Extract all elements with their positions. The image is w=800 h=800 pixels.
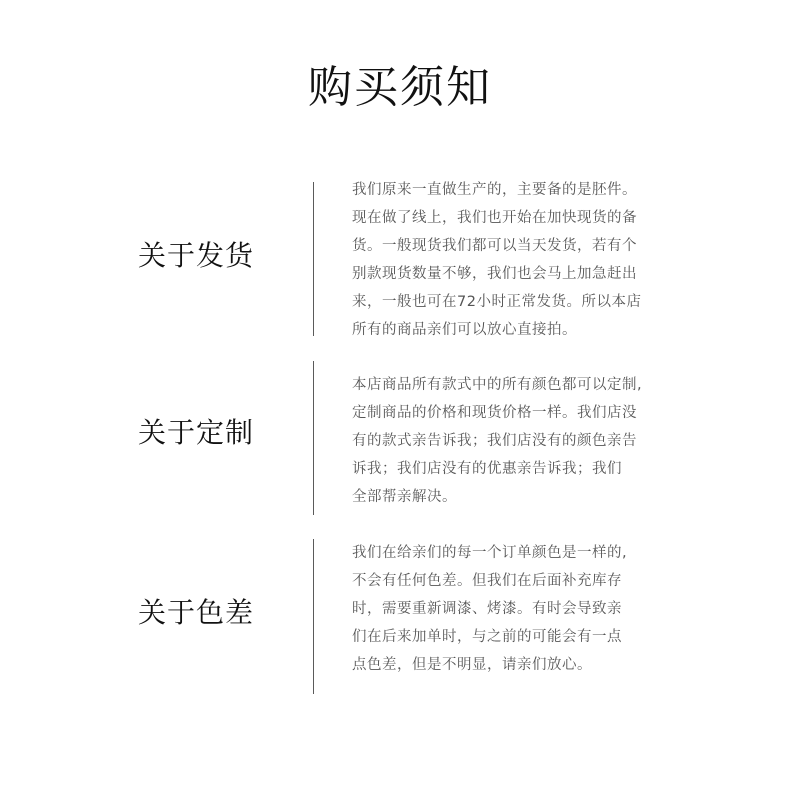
section-body <box>352 371 672 511</box>
section-text-line: 点色差，但是不明显，请亲们放心。 <box>352 657 592 673</box>
section-divider <box>313 182 314 336</box>
section-body <box>352 539 672 679</box>
section-heading: 关于定制 <box>138 416 255 449</box>
section-text-line: 别款现货数量不够，我们也会马上加急赶出 <box>352 266 637 282</box>
section-text-line: 货。一般现货我们都可以当天发货，若有个 <box>352 238 637 254</box>
section-heading: 关于发货 <box>138 239 255 272</box>
section-heading: 关于色差 <box>138 596 255 629</box>
section-text-line: 有的款式亲告诉我；我们店没有的颜色亲告 <box>352 433 637 449</box>
section-body <box>352 176 672 344</box>
section-text-line: 全部帮亲解决。 <box>352 489 457 505</box>
section-text-line: 所有的商品亲们可以放心直接拍。 <box>352 322 577 338</box>
section-text-line: 我们在给亲们的每一个订单颜色是一样的, <box>352 545 628 561</box>
section-text-line: 我们原来一直做生产的，主要备的是胚件。 <box>352 182 637 198</box>
page-title: 购买须知 <box>308 62 492 113</box>
section-divider <box>313 539 314 694</box>
section-text-line: 时，需要重新调漆、烤漆。有时会导致亲 <box>352 601 622 617</box>
section-text-line: 不会有任何色差。但我们在后面补充库存 <box>352 573 622 589</box>
section-text-line: 们在后来加单时，与之前的可能会有一点 <box>352 629 622 645</box>
section-text-line: 本店商品所有款式中的所有颜色都可以定制, <box>352 377 643 393</box>
section-text-line: 现在做了线上，我们也开始在加快现货的备 <box>352 210 637 226</box>
section-text-line: 诉我；我们店没有的优惠亲告诉我；我们 <box>352 461 622 477</box>
section-divider <box>313 361 314 515</box>
section-text-line: 定制商品的价格和现货价格一样。我们店没 <box>352 405 637 421</box>
section-text-line: 来，一般也可在72小时正常发货。所以本店 <box>352 294 642 310</box>
